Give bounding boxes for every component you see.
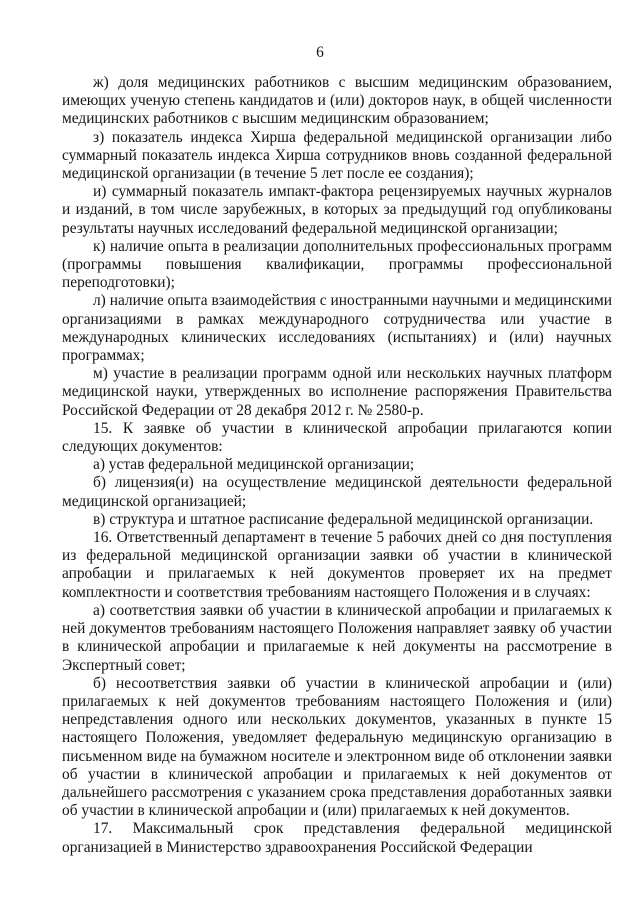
document-body [62,74,612,857]
page-number: 6 [316,44,324,61]
paragraph-15: 15. К заявке об участии в клинической апробации прилагаются копии следующих документов: [62,419,612,456]
paragraph-z: з) показатель индекса Хирша федеральной медицинской организации либо суммарный показатель индекса Хирша сотрудников вновь созданной федеральной медицинской организации (в течение 5 лет после ее создания); [62,128,612,183]
paragraph-16-a: а) соответствия заявки об участии в клинической апробации и прилагаемых к ней документов требованиям настоящего Положения направляет заявку об участии в клинической апробации и прилагаемые к ней документы на рассмотрение в Экспертный совет; [62,601,612,674]
paragraph-16: 16. Ответственный департамент в течение 5 рабочих дней со дня поступления из федеральной медицинской организации заявки об участии в клинической апробации и прилагаемых к ней документов проверяет их на предмет комплектности и соответствия требованиям настоящего Положения и в случаях: [62,529,612,601]
paragraph-i: и) суммарный показатель импакт-фактора рецензируемых научных журналов и изданий, в том числе зарубежных, в которых за предыдущий год опубликованы результаты научных исследований федеральной медицинской организации; [62,183,612,237]
paragraph-m: м) участие в реализации программ одной или нескольких научных платформ медицинской науки, утвержденных во исполнение распоряжения Правительства Российской Федерации от 28 декабря 2012 г. № 2580-р. [62,365,612,419]
paragraph-zh: ж) доля медицинских работников с высшим медицинским образованием, имеющих ученую степень кандидатов и (или) докторов наук, в общей численности медицинских работников с высшим медицинским образованием; [62,74,612,128]
paragraph-15-b: б) лицензия(и) на осуществление медицинской деятельности федеральной медицинской организацией; [62,474,612,510]
paragraph-l: л) наличие опыта взаимодействия с иностранными научными и медицинскими организациями в рамках международного сотрудничества или участие в международных клинических исследованиях (испытаниях) и (или) научных программах; [62,292,612,365]
paragraph-15-a: а) устав федеральной медицинской организации; [93,456,415,474]
paragraph-17: 17. Максимальный срок представления федеральной медицинской организацией в Министерство здравоохранения Российской Федерации [62,820,612,856]
paragraph-16-b: б) несоответствия заявки об участии в клинической апробации и (или) прилагаемых к ней документов требованиям настоящего Положения и (или) непредставления одного или нескольких документов, указанных в пункте 15 настоящего Положения, уведомляет федеральную медицинскую организацию в письменном виде на бумажном носителе и электронном виде об отклонении заявки об участии в клинической апробации и прилагаемых к ней документов от дальнейшего рассмотрения с указанием срока представления доработанных заявки об участии в клинической апробации и (или) прилагаемых к ней документов. [62,674,612,820]
paragraph-k: к) наличие опыта в реализации дополнительных профессиональных программ (программы повышения квалификации, программы профессиональной переподготовки); [62,237,612,292]
paragraph-15-v: в) структура и штатное расписание федеральной медицинской организации. [93,510,594,528]
